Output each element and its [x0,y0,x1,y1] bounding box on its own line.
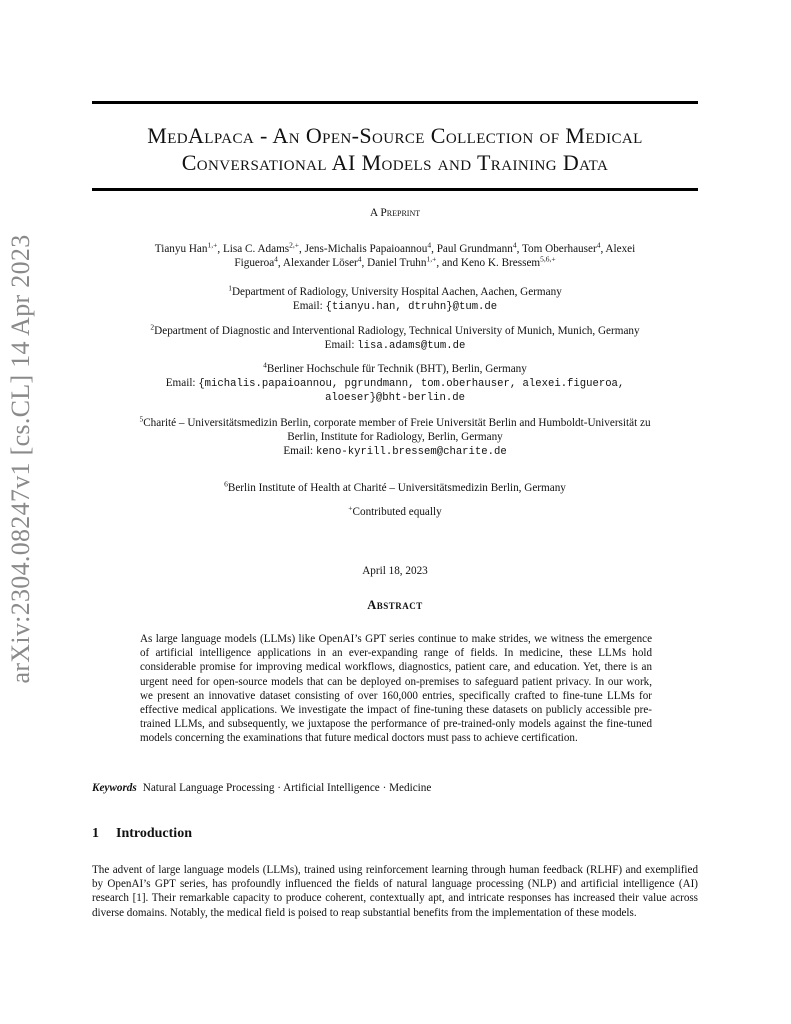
paper-title [92,122,698,176]
keywords-label: Keywords [92,782,137,794]
authors-line-2: Figueroa$^4$, Alexander Löser$^4$, Daniel Truhn$^{1,+}$, and Keno K. Bressem$^{5,6,+}$ [234,254,556,269]
affiliation-1 [92,285,698,314]
abstract-body: As large language models (LLMs) like OpenAI’s GPT series continue to make strides, we witness the emergence of artificial intelligence applications in an ever-expanding range of fields. In medicine, these LLMs hold considerable promise for improving medical workflows, diagnostics, patient care, and education. Yet, there is an urgent need for open-source models that can be deployed on-premises to safeguard patient privacy. In our work, we present an innovative dataset consisting of over 160,000 entries, specifically crafted to fine-tune LLMs for effective medical applications. We investigate the impact of fine-tuning these datasets on publicly accessible pre-trained LLMs, and subsequently, we juxtapose the performance of pre-trained-only models against the fine-tuned models concerning the examinations that future medical doctors must pass to achieve certification. [140,633,652,745]
affil-6-marker: 6 [224,479,228,489]
affil-2-email-label: Email: [324,339,358,351]
affil-2-email: lisa.adams@tum.de [357,340,466,352]
title-bottom-rule [92,188,698,191]
affil-2-marker: 2 [150,322,155,332]
authors-line-1: Tianyu Han$^{1,+}$, Lisa C. Adams$^{2,+}$, Jens-Michalis Papaioannou$^4$, Paul Grundmann$^4$, Tom Oberhauser$^4$, Alexei [154,240,636,255]
preprint-label: A Preprint [369,207,421,219]
keywords-line [92,782,431,794]
abstract-heading: Abstract [367,598,423,612]
affiliation-6 [92,481,698,495]
section-number: 1 [92,826,99,841]
affil-1-marker: 1 [228,283,232,293]
affil-5-email-label: Email: [283,445,316,457]
affil-4-email-label: Email: [165,377,199,389]
title-top-rule [92,101,698,104]
contrib-text: Contributed equally [352,506,442,518]
affil-1-text: Department of Radiology, University Hospital Aachen, Aachen, Germany [231,286,562,298]
affil-1-email: {tianyu.han, dtruhn}@tum.de [325,301,498,313]
arxiv-id-text: arXiv:2304.08247v1 [cs.CL] 14 Apr 2023 [6,234,35,684]
affiliation-2 [92,324,698,353]
affil-5-email: keno-kyrill.bressem@charite.de [315,446,507,458]
title-line-2: Conversational AI Models and Training Data [181,150,609,175]
introduction-paragraph: The advent of large language models (LLMs), trained using reinforcement learning through human feedback (RLHF) and exemplified by OpenAI’s GPT series, has profoundly influenced the fields of natural language processing (NLP) and artificial intelligence (AI) research [1]. Their remarkable capacity to produce coherent, contextually apt, and intricate responses has increased their value across diverse domains. Notably, the medical field is poised to reap substantial benefits from the implementation of these models. [92,864,698,919]
author-list [92,242,698,270]
affil-1-email-label: Email: [292,300,326,312]
affil-5-line-2: Berlin, Institute for Radiology, Berlin, Germany [287,431,503,443]
affil-4-email-line-1: {michalis.papaioannou, pgrundmann, tom.oberhauser, alexei.figueroa, [198,378,625,390]
affil-4-text: Berliner Hochschule für Technik (BHT), Berlin, Germany [266,363,527,375]
affiliation-5 [92,416,698,459]
paper-date: April 18, 2023 [362,565,428,577]
contrib-marker: + [348,503,353,513]
affil-4-email-line-2: aloeser}@bht-berlin.de [325,392,465,404]
affil-5-marker: 5 [139,414,144,424]
contribution-note [92,505,698,519]
affil-2-text: Department of Diagnostic and Interventional Radiology, Technical University of Munich, Munich, Germany [154,325,640,337]
affil-4-marker: 4 [263,360,267,370]
title-line-1: MedAlpaca - An Open-Source Collection of Medical [147,123,643,148]
affil-5-line-1: Charité – Universitätsmedizin Berlin, corporate member of Freie Universität Berlin and Humboldt-Universität zu [143,417,651,429]
affil-6-text: Berlin Institute of Health at Charité – Universitätsmedizin Berlin, Germany [227,482,566,494]
affiliation-4 [92,362,698,405]
section-title: Introduction [116,826,192,841]
section-heading-introduction [92,826,192,842]
keywords-text: Natural Language Processing · Artificial Intelligence · Medicine [142,782,432,794]
